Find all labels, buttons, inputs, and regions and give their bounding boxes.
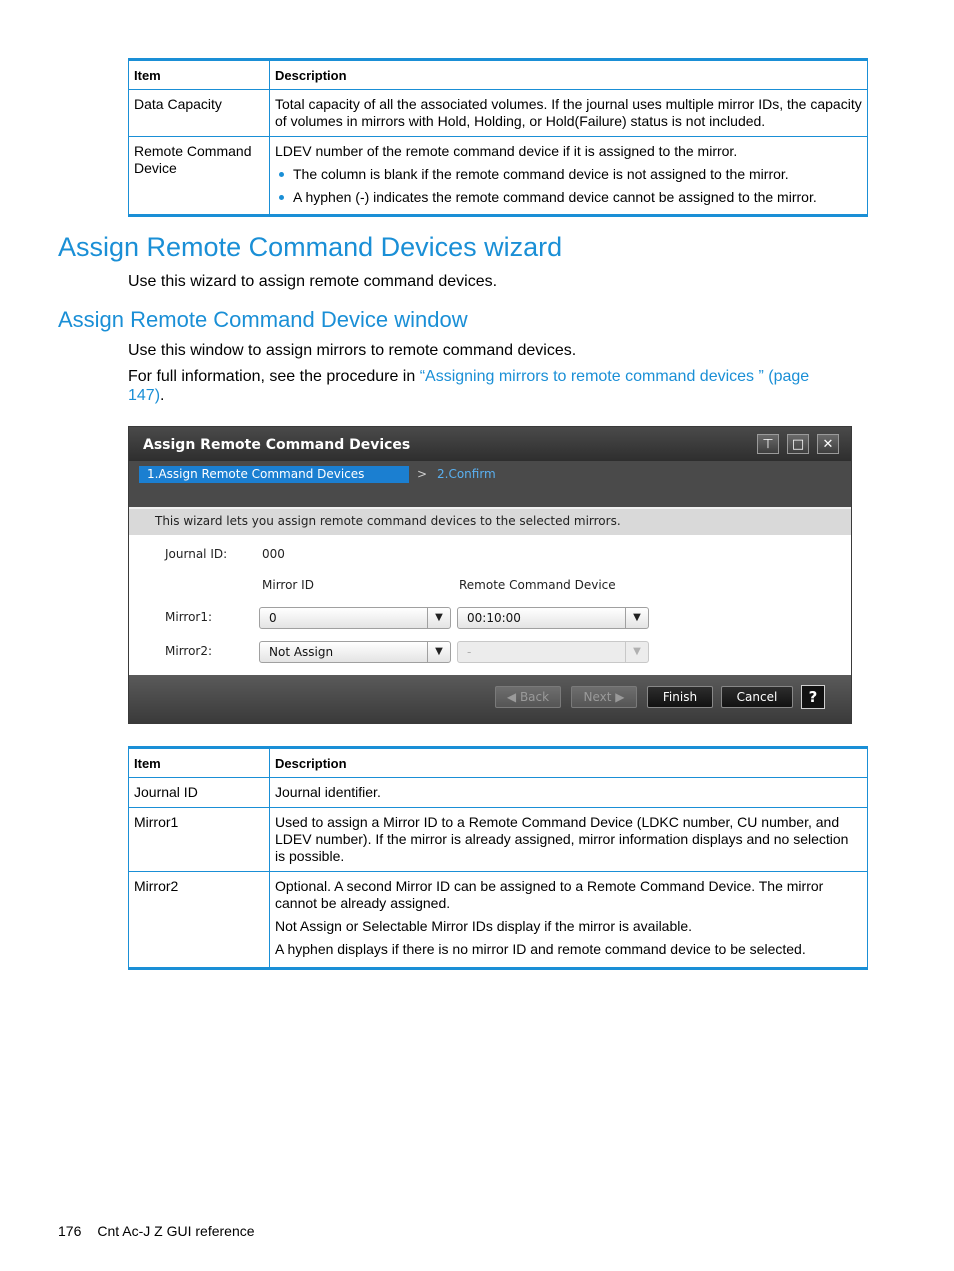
full-info-text (128, 367, 828, 405)
mirror1-rcd-select[interactable] (457, 607, 649, 629)
chevron-down-icon: ▼ (625, 642, 648, 662)
next-arrow-icon: ▶ (615, 690, 625, 704)
section-heading-window: Assign Remote Command Device window (58, 307, 468, 332)
table-row (129, 808, 868, 872)
dialog-footer (129, 675, 851, 723)
rcd-column-header: Remote Command Device (459, 578, 616, 592)
chevron-down-icon: ▼ (427, 608, 450, 628)
back-button (495, 686, 561, 708)
mirror1-id-select[interactable] (259, 607, 451, 629)
step-assign: 1.Assign Remote Command Devices (139, 466, 409, 483)
assign-remote-command-devices-dialog (128, 426, 852, 724)
cancel-button[interactable]: Cancel (721, 686, 793, 708)
header-item: Item (129, 60, 270, 90)
bullet-item: A hyphen (-) indicates the remote command device cannot be assigned to the mirror. (293, 189, 862, 206)
next-button (571, 686, 637, 708)
page-number: 176 (58, 1223, 82, 1239)
desc-bullets (275, 166, 862, 206)
dialog-content (129, 535, 851, 675)
table-row (129, 778, 868, 808)
header-description: Description (270, 748, 868, 778)
table-row (129, 90, 868, 137)
wizard-info-bar (129, 509, 851, 535)
bullet-item: The column is blank if the remote command device is not assigned to the mirror. (293, 166, 862, 183)
row-description (270, 872, 868, 969)
back-label: Back (519, 690, 550, 704)
table-header-row (129, 60, 868, 90)
desc-text: A hyphen displays if there is no mirror ID and remote command device to be selected. (275, 941, 806, 957)
procedure-link[interactable]: “Assigning mirrors to remote command devices ” (page 147) (128, 368, 810, 404)
desc-text: LDEV number of the remote command device if it is assigned to the mirror. (275, 143, 738, 159)
mirror2-id-select[interactable] (259, 641, 451, 663)
row-item: Remote Command Device (129, 137, 270, 216)
full-info-suffix: . (160, 387, 165, 404)
finish-button[interactable]: Finish (647, 686, 713, 708)
close-icon[interactable]: ✕ (817, 434, 839, 454)
window-intro-text: Use this window to assign mirrors to remote command devices. (128, 342, 577, 359)
desc-text: Optional. A second Mirror ID can be assigned to a Remote Command Device. The mirror cannot be already assigned. (275, 878, 824, 911)
row-item: Mirror1 (129, 808, 270, 872)
wizard-steps-bar (129, 461, 851, 507)
row-description (270, 778, 868, 808)
row-item: Data Capacity (129, 90, 270, 137)
dialog-title: Assign Remote Command Devices (143, 437, 411, 453)
row-description: Total capacity of all the associated volumes. If the journal uses multiple mirror IDs, the capacity of volumes in mirrors with Hold, Holding, or Hold(Failure) status is not included. (270, 90, 868, 137)
desc-text: Used to assign a Mirror ID to a Remote Command Device (LDKC number, CU number, and LDEV number). If the mirror is already assigned, mirror information displays and no selection is possible. (275, 814, 849, 864)
properties-table-1 (128, 58, 868, 217)
chevron-down-icon: ▼ (427, 642, 450, 662)
mirror2-id-value: Not Assign (269, 645, 334, 659)
row-description (270, 137, 868, 216)
step-confirm: 2.Confirm (437, 467, 496, 481)
dialog-title-bar (129, 427, 851, 461)
step-separator: > (417, 467, 428, 481)
row-item: Mirror2 (129, 872, 270, 969)
desc-text: Not Assign or Selectable Mirror IDs display if the mirror is available. (275, 918, 693, 934)
maximize-icon[interactable]: □ (787, 434, 809, 454)
desc-text: Journal identifier. (275, 784, 381, 800)
mirror2-label: Mirror2: (165, 644, 213, 658)
page-footer (58, 1223, 255, 1239)
full-info-prefix: For full information, see the procedure in (128, 368, 420, 385)
header-description: Description (270, 60, 868, 90)
journal-id-value: 000 (262, 547, 285, 561)
wizard-info-text: This wizard lets you assign remote command devices to the selected mirrors. (155, 514, 621, 528)
mirror1-rcd-value: 00:10:00 (467, 611, 521, 625)
table-header-row (129, 748, 868, 778)
section-intro-text: Use this wizard to assign remote command devices. (128, 273, 498, 290)
mirror2-rcd-value: - (467, 645, 472, 659)
row-description (270, 808, 868, 872)
next-label: Next (583, 690, 612, 704)
table-row (129, 872, 868, 969)
properties-table-2 (128, 746, 868, 970)
journal-id-label: Journal ID: (165, 547, 228, 561)
mirror1-id-value: 0 (269, 611, 277, 625)
mirror2-rcd-select (457, 641, 649, 663)
restore-icon[interactable]: ⊤ (757, 434, 779, 454)
chevron-down-icon: ▼ (625, 608, 648, 628)
footer-title: Cnt Ac-J Z GUI reference (97, 1223, 255, 1239)
row-item: Journal ID (129, 778, 270, 808)
table-row (129, 137, 868, 216)
back-arrow-icon: ◀ (506, 690, 517, 704)
mirror1-label: Mirror1: (165, 610, 213, 624)
mirror-id-column-header: Mirror ID (262, 578, 314, 592)
help-icon[interactable]: ? (801, 685, 825, 709)
section-heading-wizard: Assign Remote Command Devices wizard (58, 232, 563, 262)
header-item: Item (129, 748, 270, 778)
